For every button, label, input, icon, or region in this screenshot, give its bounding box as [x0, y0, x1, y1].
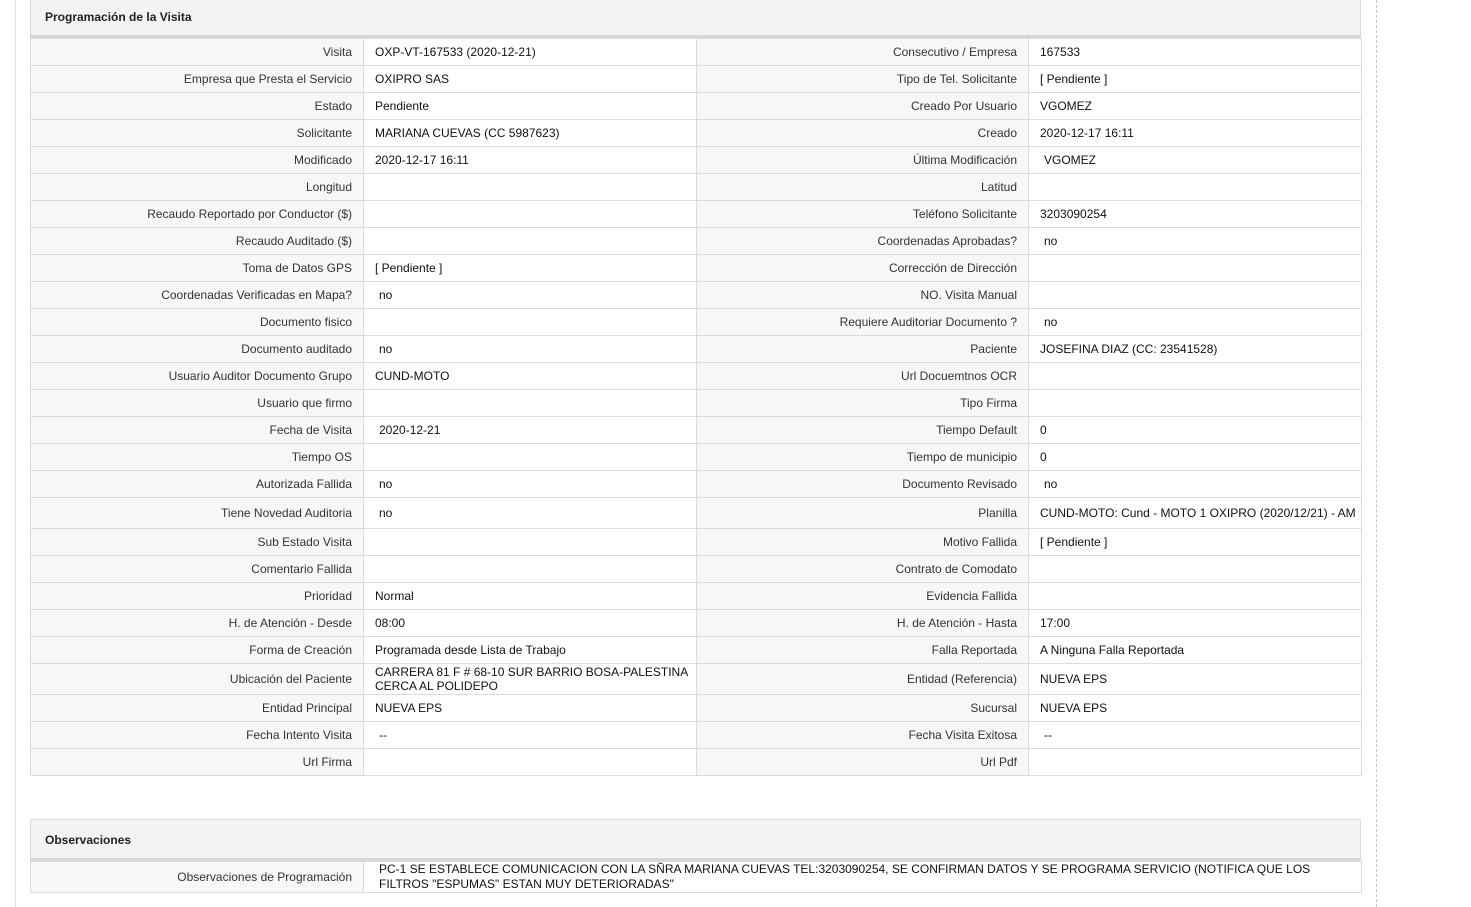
- field-label: Creado: [697, 120, 1029, 147]
- field-label: Url Pdf: [697, 749, 1029, 776]
- field-label: Tiempo Default: [697, 417, 1029, 444]
- visit-schedule-title: Programación de la Visita: [30, 0, 1361, 38]
- field-label: Tiempo de municipio: [697, 444, 1029, 471]
- field-value: no: [1029, 228, 1362, 255]
- detail-row: [31, 471, 1362, 498]
- field-value: [364, 749, 697, 776]
- detail-row: [31, 255, 1362, 282]
- field-value: NUEVA EPS: [1029, 664, 1362, 695]
- detail-row: [31, 637, 1362, 664]
- field-value: [1029, 174, 1362, 201]
- field-label: Comentario Fallida: [31, 556, 364, 583]
- field-value: no: [1029, 309, 1362, 336]
- field-label: Documento fisico: [31, 309, 364, 336]
- field-label: Fecha Intento Visita: [31, 722, 364, 749]
- field-value: no: [364, 498, 697, 529]
- field-value: OXIPRO SAS: [364, 66, 697, 93]
- detail-row: [31, 695, 1362, 722]
- field-label: H. de Atención - Hasta: [697, 610, 1029, 637]
- observations-row: [31, 862, 1362, 893]
- field-value: [ Pendiente ]: [1029, 529, 1362, 556]
- field-label: Recaudo Auditado ($): [31, 228, 364, 255]
- field-value: 167533: [1029, 39, 1362, 66]
- field-value: VGOMEZ: [1029, 147, 1362, 174]
- field-label: H. de Atención - Desde: [31, 610, 364, 637]
- field-label: Tipo de Tel. Solicitante: [697, 66, 1029, 93]
- field-label: Tipo Firma: [697, 390, 1029, 417]
- field-value: MARIANA CUEVAS (CC 5987623): [364, 120, 697, 147]
- detail-row: [31, 309, 1362, 336]
- field-value: 3203090254: [1029, 201, 1362, 228]
- visit-details-table: [30, 38, 1362, 776]
- detail-row: [31, 120, 1362, 147]
- left-divider: [15, 0, 16, 907]
- field-value: [ Pendiente ]: [1029, 66, 1362, 93]
- field-label: Ubicación del Paciente: [31, 664, 364, 695]
- detail-row: [31, 664, 1362, 695]
- field-label: Autorizada Fallida: [31, 471, 364, 498]
- field-label: Latitud: [697, 174, 1029, 201]
- detail-row: [31, 93, 1362, 120]
- field-label: Tiene Novedad Auditoria: [31, 498, 364, 529]
- field-label: Estado: [31, 93, 364, 120]
- field-value: [1029, 255, 1362, 282]
- field-label: Visita: [31, 39, 364, 66]
- observations-label: Observaciones de Programación: [31, 862, 364, 893]
- detail-row: [31, 722, 1362, 749]
- field-value: --: [364, 722, 697, 749]
- detail-row: [31, 390, 1362, 417]
- field-value: no: [364, 471, 697, 498]
- detail-row: [31, 556, 1362, 583]
- right-dashed-divider: [1376, 0, 1377, 907]
- field-value: [1029, 282, 1362, 309]
- detail-row: [31, 610, 1362, 637]
- field-value: [364, 201, 697, 228]
- detail-row: [31, 66, 1362, 93]
- detail-row: [31, 39, 1362, 66]
- field-label: Motivo Fallida: [697, 529, 1029, 556]
- detail-row: [31, 363, 1362, 390]
- observations-value: PC-1 SE ESTABLECE COMUNICACION CON LA SÑRA MARIANA CUEVAS TEL:3203090254, SE CONFIRMAN DATOS Y SE PROGRAMA SERVICIO (NOTIFICA QUE LOS FILTROS "ESPUMAS" ESTAN MUY DETERIORADAS": [364, 862, 1362, 893]
- field-label: Entidad Principal: [31, 695, 364, 722]
- detail-row: [31, 583, 1362, 610]
- field-value: 2020-12-17 16:11: [1029, 120, 1362, 147]
- field-value: 2020-12-17 16:11: [364, 147, 697, 174]
- field-label: Paciente: [697, 336, 1029, 363]
- field-label: Documento auditado: [31, 336, 364, 363]
- field-value: [ Pendiente ]: [364, 255, 697, 282]
- field-value: no: [364, 282, 697, 309]
- visit-schedule-panel: [30, 0, 1361, 776]
- field-label: Teléfono Solicitante: [697, 201, 1029, 228]
- field-label: Coordenadas Verificadas en Mapa?: [31, 282, 364, 309]
- detail-row: [31, 444, 1362, 471]
- field-label: Prioridad: [31, 583, 364, 610]
- field-value: [364, 174, 697, 201]
- detail-row: [31, 336, 1362, 363]
- field-label: Sucursal: [697, 695, 1029, 722]
- field-value: NUEVA EPS: [1029, 695, 1362, 722]
- field-value: NUEVA EPS: [364, 695, 697, 722]
- field-value: 0: [1029, 417, 1362, 444]
- field-value: [1029, 583, 1362, 610]
- field-label: Entidad (Referencia): [697, 664, 1029, 695]
- field-label: Contrato de Comodato: [697, 556, 1029, 583]
- field-value: A Ninguna Falla Reportada: [1029, 637, 1362, 664]
- field-label: Url Docuemtnos OCR: [697, 363, 1029, 390]
- field-value: [1029, 390, 1362, 417]
- field-label: Evidencia Fallida: [697, 583, 1029, 610]
- detail-row: [31, 529, 1362, 556]
- field-label: Longitud: [31, 174, 364, 201]
- field-value: 0: [1029, 444, 1362, 471]
- field-label: Corrección de Dirección: [697, 255, 1029, 282]
- field-label: Toma de Datos GPS: [31, 255, 364, 282]
- detail-row: [31, 147, 1362, 174]
- field-label: Fecha de Visita: [31, 417, 364, 444]
- field-value: [1029, 556, 1362, 583]
- field-value: [364, 309, 697, 336]
- field-label: Recaudo Reportado por Conductor ($): [31, 201, 364, 228]
- field-label: Solicitante: [31, 120, 364, 147]
- detail-row: [31, 228, 1362, 255]
- field-value: no: [364, 336, 697, 363]
- field-value: [364, 228, 697, 255]
- detail-row: [31, 201, 1362, 228]
- field-label: Planilla: [697, 498, 1029, 529]
- field-value: [364, 556, 697, 583]
- field-value: [364, 390, 697, 417]
- field-value: [364, 529, 697, 556]
- field-value: no: [1029, 471, 1362, 498]
- field-value: Normal: [364, 583, 697, 610]
- field-label: Usuario que firmo: [31, 390, 364, 417]
- field-label: Modificado: [31, 147, 364, 174]
- field-label: Sub Estado Visita: [31, 529, 364, 556]
- field-value: [1029, 749, 1362, 776]
- field-value: CUND-MOTO: Cund - MOTO 1 OXIPRO (2020/12/21) - AM: [1029, 498, 1362, 529]
- detail-row: [31, 174, 1362, 201]
- detail-row: [31, 749, 1362, 776]
- detail-row: [31, 498, 1362, 529]
- field-label: Última Modificación: [697, 147, 1029, 174]
- field-value: Programada desde Lista de Trabajo: [364, 637, 697, 664]
- field-label: Consecutivo / Empresa: [697, 39, 1029, 66]
- field-label: Requiere Auditoriar Documento ?: [697, 309, 1029, 336]
- field-value: CUND-MOTO: [364, 363, 697, 390]
- field-value: OXP-VT-167533 (2020-12-21): [364, 39, 697, 66]
- field-value: 08:00: [364, 610, 697, 637]
- field-value: CARRERA 81 F # 68-10 SUR BARRIO BOSA-PALESTINA CERCA AL POLIDEPO: [364, 664, 697, 695]
- observations-panel: [30, 819, 1361, 893]
- field-value: Pendiente: [364, 93, 697, 120]
- field-value: JOSEFINA DIAZ (CC: 23541528): [1029, 336, 1362, 363]
- field-label: Falla Reportada: [697, 637, 1029, 664]
- field-label: Forma de Creación: [31, 637, 364, 664]
- observations-title: Observaciones: [30, 819, 1361, 861]
- field-label: Tiempo OS: [31, 444, 364, 471]
- observations-table: [30, 861, 1362, 893]
- field-label: NO. Visita Manual: [697, 282, 1029, 309]
- field-label: Creado Por Usuario: [697, 93, 1029, 120]
- field-label: Coordenadas Aprobadas?: [697, 228, 1029, 255]
- field-value: 2020-12-21: [364, 417, 697, 444]
- field-value: VGOMEZ: [1029, 93, 1362, 120]
- field-label: Usuario Auditor Documento Grupo: [31, 363, 364, 390]
- field-label: Fecha Visita Exitosa: [697, 722, 1029, 749]
- detail-row: [31, 417, 1362, 444]
- field-label: Documento Revisado: [697, 471, 1029, 498]
- field-value: 17:00: [1029, 610, 1362, 637]
- field-label: Empresa que Presta el Servicio: [31, 66, 364, 93]
- field-value: [1029, 363, 1362, 390]
- field-value: --: [1029, 722, 1362, 749]
- field-label: Url Firma: [31, 749, 364, 776]
- field-value: [364, 444, 697, 471]
- detail-row: [31, 282, 1362, 309]
